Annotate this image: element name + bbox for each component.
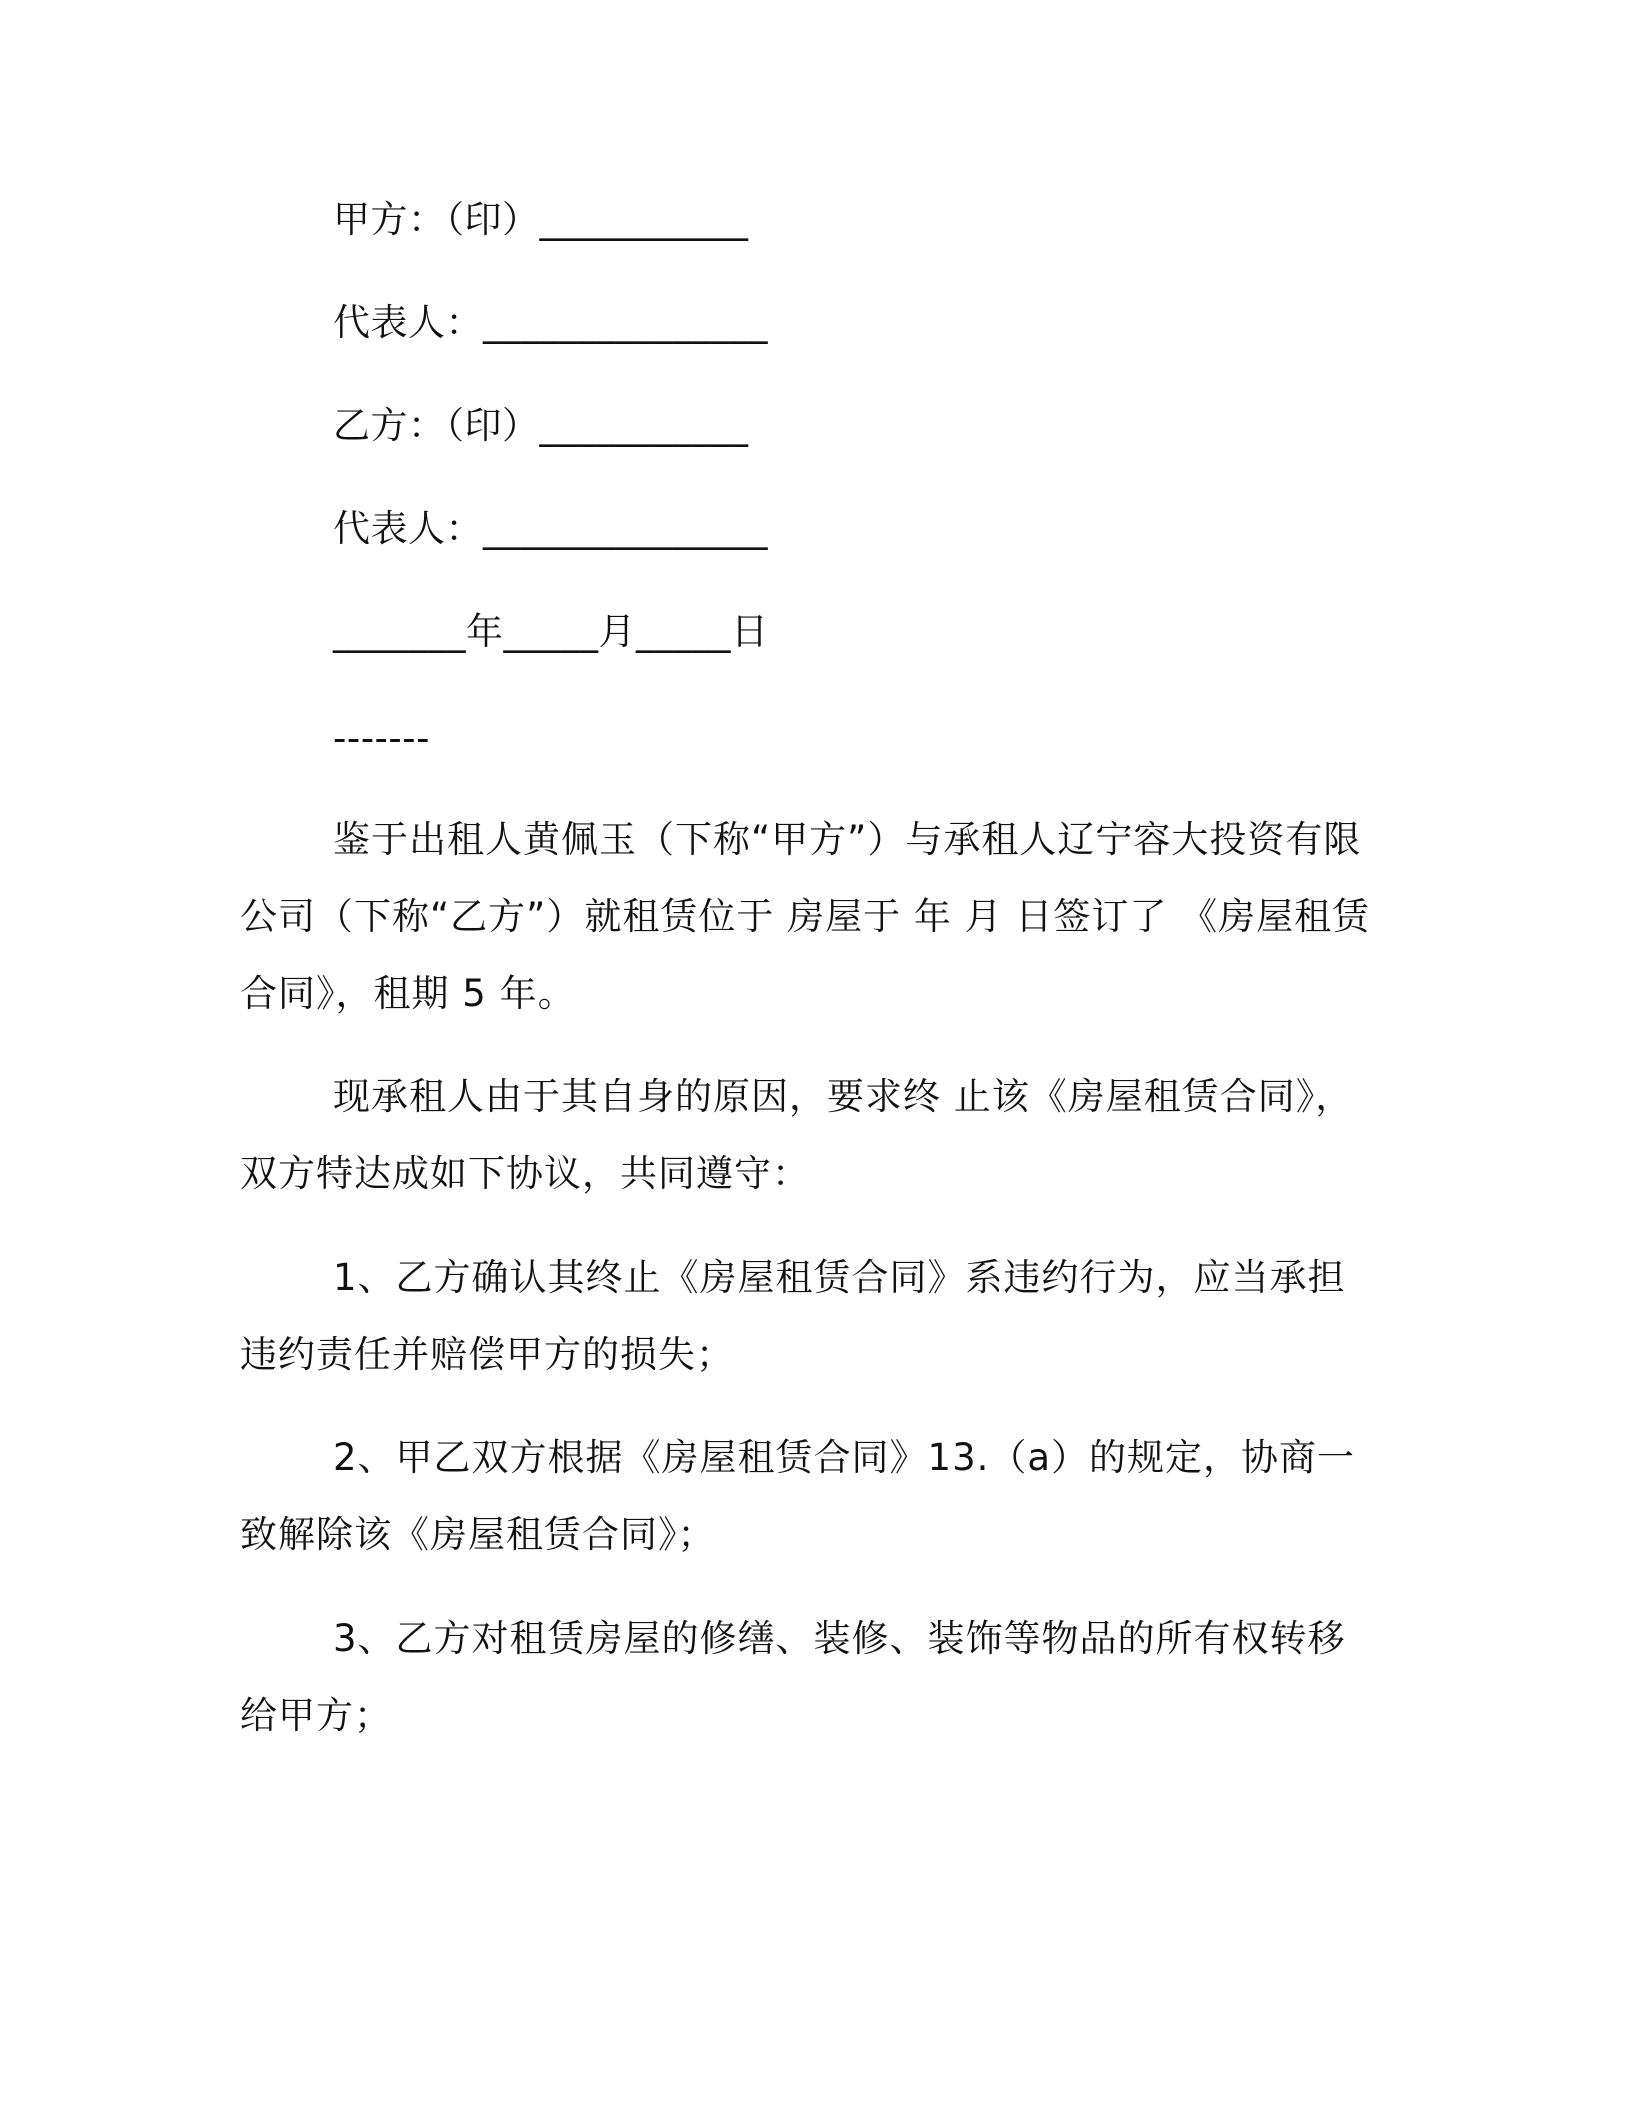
party-a-signature-line: 甲方：（印）___________ <box>333 198 749 241</box>
party-b-representative-line: 代表人：_______________ <box>333 507 768 550</box>
clause-1: 1、乙方确认其终止《房屋租赁合同》系违约行为，应当承担违约责任并赔偿甲方的损失； <box>240 1256 1346 1376</box>
party-b-signature-line: 乙方：（印）___________ <box>333 404 749 447</box>
party-a-representative-line: 代表人：_______________ <box>333 301 768 344</box>
intro-paragraph: 鉴于出租人黄佩玉（下称“甲方”）与承租人辽宁容大投资有限公司（下称“乙方”）就租赁位于 房屋于 年 月 日签订了 《房屋租赁合同》，租期 5 年。 <box>240 818 1371 1015</box>
clause-2: 2、甲乙双方根据《房屋租赁合同》13.（a）的规定，协商一致解除该《房屋租赁合同》； <box>240 1436 1356 1556</box>
section-separator: ------- <box>333 717 430 760</box>
date-line: _______年_____月_____日 <box>333 610 769 653</box>
request-paragraph: 现承租人由于其自身的原因，要求终 止该《房屋租赁合同》，双方特达成如下协议，共同遵守： <box>240 1075 1354 1195</box>
clause-3: 3、乙方对租赁房屋的修缮、装修、装饰等物品的所有权转移给甲方； <box>240 1617 1346 1737</box>
